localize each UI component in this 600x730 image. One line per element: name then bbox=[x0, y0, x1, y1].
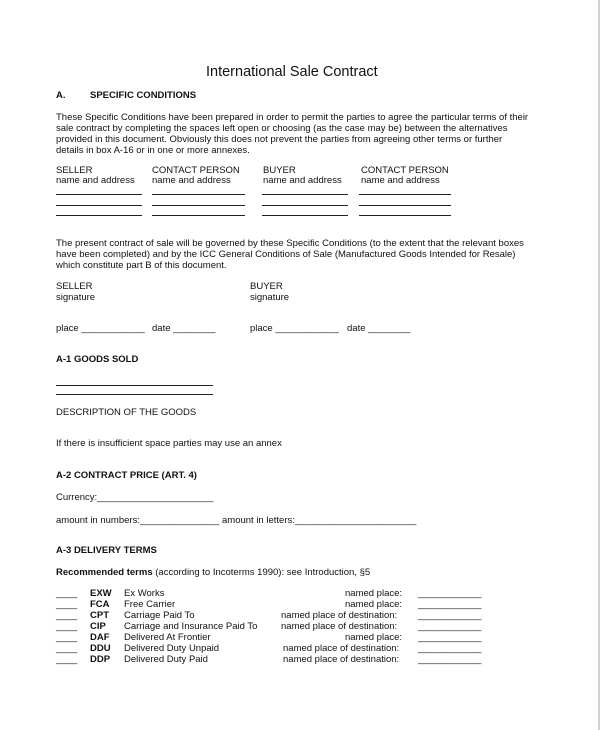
term-place-label: named place of destination: bbox=[281, 621, 398, 632]
amount-letters-field[interactable]: amount in letters:_______________________ bbox=[222, 515, 417, 526]
buyer-date-field[interactable]: date ________ bbox=[347, 323, 411, 334]
buyer-contact-line[interactable] bbox=[359, 215, 451, 216]
seller-date-field[interactable]: date ________ bbox=[152, 323, 216, 334]
buyer-contact-line[interactable] bbox=[359, 205, 451, 206]
a2-heading: A-2 CONTRACT PRICE (ART. 4) bbox=[56, 470, 197, 481]
page-title: International Sale Contract bbox=[206, 64, 378, 80]
goods-description-label: DESCRIPTION OF THE GOODS bbox=[56, 407, 197, 418]
buyer-line[interactable] bbox=[262, 205, 348, 206]
section-heading: SPECIFIC CONDITIONS bbox=[90, 90, 197, 101]
buyer-line[interactable] bbox=[262, 194, 348, 195]
party-label-buyer: BUYER bbox=[263, 165, 296, 176]
signature-sub-buyer: signature bbox=[250, 292, 290, 303]
term-name: Delivered At Frontier bbox=[124, 632, 211, 643]
term-check-blank[interactable]: ____ bbox=[56, 632, 78, 643]
seller-line[interactable] bbox=[56, 205, 142, 206]
term-code: DAF bbox=[90, 632, 110, 643]
term-place-label: named place: bbox=[345, 599, 403, 610]
term-name: Delivered Duty Unpaid bbox=[124, 643, 220, 654]
goods-line[interactable] bbox=[56, 394, 213, 395]
party-sub-buyer: name and address bbox=[263, 175, 342, 186]
seller-contact-line[interactable] bbox=[152, 194, 245, 195]
buyer-contact-line[interactable] bbox=[359, 194, 451, 195]
term-place-blank[interactable]: ____________ bbox=[418, 632, 482, 643]
annex-note: If there is insufficient space parties may use an annex bbox=[56, 438, 282, 449]
term-place-blank[interactable]: ____________ bbox=[418, 621, 482, 632]
term-place-label: named place: bbox=[345, 632, 403, 643]
goods-line[interactable] bbox=[56, 385, 213, 386]
term-check-blank[interactable]: ____ bbox=[56, 588, 78, 599]
term-place-label: named place: bbox=[345, 588, 403, 599]
currency-field[interactable]: Currency:______________________ bbox=[56, 492, 214, 503]
governed-line: have been completed) and by the ICC General Conditions of Sale (Manufactured Goods Intended for Resale) bbox=[56, 249, 516, 260]
a3-heading: A-3 DELIVERY TERMS bbox=[56, 545, 157, 556]
term-code: FCA bbox=[90, 599, 110, 610]
intro-line: These Specific Conditions have been prepared in order to permit the parties to agree the particular terms of their bbox=[56, 112, 529, 123]
party-label-seller: SELLER bbox=[56, 165, 93, 176]
signature-sub-seller: signature bbox=[56, 292, 96, 303]
buyer-line[interactable] bbox=[262, 215, 348, 216]
term-code: CIP bbox=[90, 621, 106, 632]
party-sub-seller: name and address bbox=[56, 175, 135, 186]
term-name: Free Carrier bbox=[124, 599, 176, 610]
section-letter: A. bbox=[56, 90, 66, 101]
recommended-terms bbox=[56, 567, 370, 578]
seller-line[interactable] bbox=[56, 194, 142, 195]
a1-heading: A-1 GOODS SOLD bbox=[56, 354, 139, 365]
term-code: DDU bbox=[90, 643, 111, 654]
recommended-terms-note: (according to Incoterms 1990): see Introduction, §5 bbox=[152, 567, 371, 578]
term-name: Delivered Duty Paid bbox=[124, 654, 208, 665]
term-name: Carriage Paid To bbox=[124, 610, 195, 621]
signature-label-buyer: BUYER bbox=[250, 281, 283, 292]
term-place-blank[interactable]: ____________ bbox=[418, 588, 482, 599]
seller-line[interactable] bbox=[56, 215, 142, 216]
term-code: CPT bbox=[90, 610, 109, 621]
term-place-blank[interactable]: ____________ bbox=[418, 654, 482, 665]
recommended-terms-label: Recommended terms bbox=[56, 567, 153, 578]
term-check-blank[interactable]: ____ bbox=[56, 599, 78, 610]
term-name: Carriage and Insurance Paid To bbox=[124, 621, 258, 632]
governed-line: The present contract of sale will be governed by these Specific Conditions (to the extent that the relevant boxes bbox=[56, 238, 524, 249]
term-place-blank[interactable]: ____________ bbox=[418, 643, 482, 654]
party-sub-seller-contact: name and address bbox=[152, 175, 231, 186]
term-check-blank[interactable]: ____ bbox=[56, 643, 78, 654]
term-place-blank[interactable]: ____________ bbox=[418, 599, 482, 610]
term-place-label: named place of destination: bbox=[283, 643, 400, 654]
term-place-blank[interactable]: ____________ bbox=[418, 610, 482, 621]
term-check-blank[interactable]: ____ bbox=[56, 610, 78, 621]
party-sub-buyer-contact: name and address bbox=[361, 175, 440, 186]
seller-contact-line[interactable] bbox=[152, 205, 245, 206]
intro-line: sale contract by completing the spaces left open or choosing (as the case may be) between the alternatives bbox=[56, 123, 508, 134]
seller-contact-line[interactable] bbox=[152, 215, 245, 216]
term-name: Ex Works bbox=[124, 588, 165, 599]
term-code: DDP bbox=[90, 654, 111, 665]
intro-line: provided in this document. Obviously this does not prevent the parties from agreeing other terms or further bbox=[56, 134, 503, 145]
term-check-blank[interactable]: ____ bbox=[56, 654, 78, 665]
signature-label-seller: SELLER bbox=[56, 281, 93, 292]
intro-line: details in box A-16 or in one or more annexes. bbox=[56, 145, 250, 156]
party-label-seller-contact: CONTACT PERSON bbox=[152, 165, 240, 176]
term-place-label: named place of destination: bbox=[283, 654, 400, 665]
buyer-place-field[interactable]: place ____________ bbox=[250, 323, 339, 334]
governed-line: which constitute part B of this document. bbox=[56, 260, 227, 271]
amount-numbers-field[interactable]: amount in numbers:_______________ bbox=[56, 515, 220, 526]
term-place-label: named place of destination: bbox=[281, 610, 398, 621]
term-check-blank[interactable]: ____ bbox=[56, 621, 78, 632]
party-label-buyer-contact: CONTACT PERSON bbox=[361, 165, 449, 176]
seller-place-field[interactable]: place ____________ bbox=[56, 323, 145, 334]
term-code: EXW bbox=[90, 588, 112, 599]
